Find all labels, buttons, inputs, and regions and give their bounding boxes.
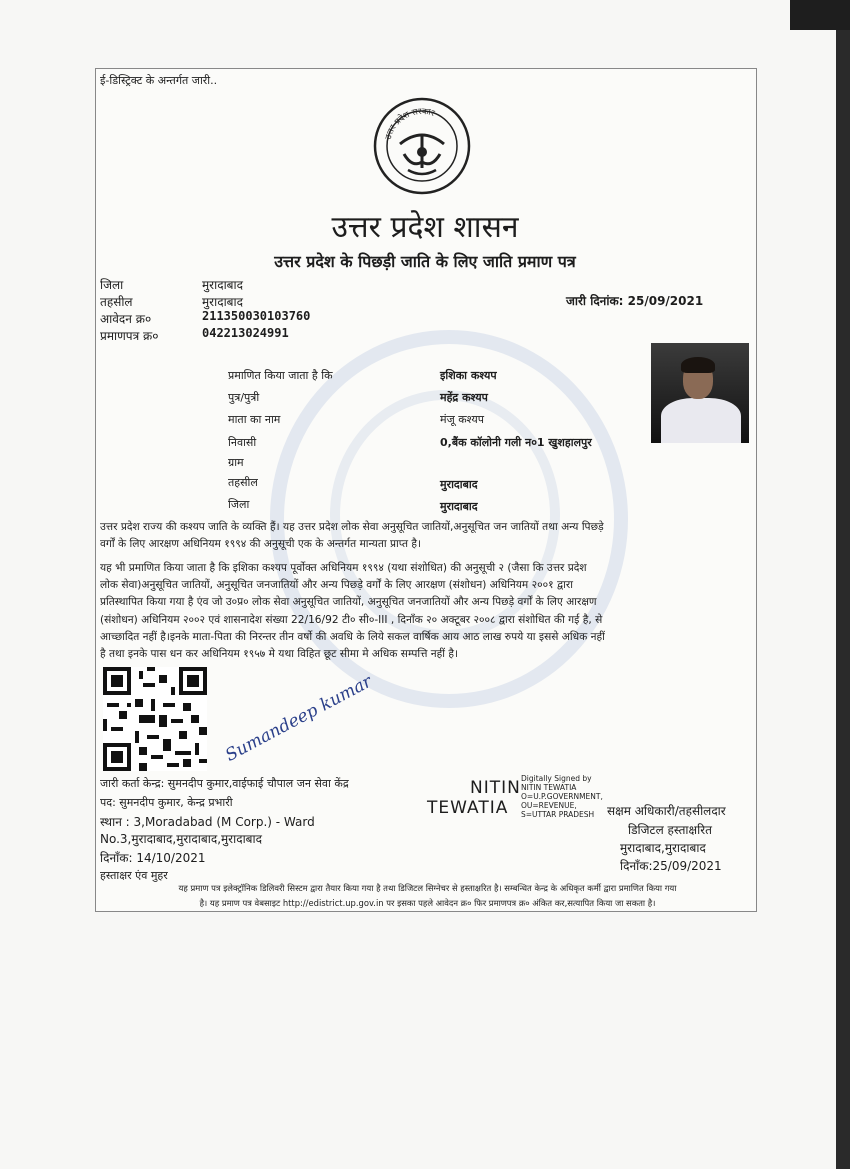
up-government-emblem-icon	[372, 96, 472, 196]
detail-label: पुत्र/पुत्री	[228, 391, 260, 404]
paragraph-line: आच्छादित नहीं है।इनके माता-पिता की निरन्तर तीन वर्षो की अवधि के लिये सकल वार्षिक आय आठ लाख रुपये या इससे अधिक नहीं	[100, 630, 605, 643]
digital-sign-line: NITIN TEWATIA	[521, 783, 577, 792]
header-note: ई-डिस्ट्रिक्ट के अन्तर्गत जारी..	[100, 74, 218, 87]
issuer-date: दिनाँक: 14/10/2021	[100, 851, 206, 865]
digital-sign-line: Digitally Signed by	[521, 774, 592, 783]
issuing-center: जारी कर्ता केन्द्र: सुमनदीप कुमार,वाईफाई चौपाल जन सेवा केंद्र	[100, 777, 349, 790]
qr-code-icon	[103, 667, 207, 771]
tehsil-value: मुरादाबाद	[202, 295, 244, 309]
certificate-number: 042213024991	[202, 326, 289, 340]
scan-edge	[836, 0, 850, 1169]
detail-label: निवासी	[228, 436, 257, 449]
eligibility-paragraph	[100, 560, 750, 663]
authority-title: सक्षम अधिकारी/तहसीलदार	[607, 804, 726, 818]
district-label: जिला	[100, 278, 124, 292]
digital-sign-line: O=U.P.GOVERNMENT,	[521, 792, 603, 801]
digital-sign-line: OU=REVENUE,	[521, 801, 577, 810]
paragraph-line: यह भी प्रमाणित किया जाता है कि इशिका कश्यप पूर्वोक्त अधिनियम १९९४ (यथा संशोधित) की अनुसूची २ (जैसा कि उत्तर प्रदेश	[100, 562, 587, 574]
caste-paragraph	[100, 519, 750, 553]
authority-date: दिनाँक:25/09/2021	[620, 859, 722, 873]
digital-signer-surname: TEWATIA	[427, 798, 509, 818]
svg-text:उत्तर प्रदेश सरकार: उत्तर प्रदेश सरकार	[383, 106, 436, 141]
digital-signer-name: NITIN	[470, 778, 521, 798]
detail-value: मुरादाबाद	[440, 478, 478, 491]
application-number: 211350030103760	[202, 309, 311, 323]
detail-value: मंजू कश्यप	[440, 413, 484, 426]
issuer-place: स्थान : 3,Moradabad (M Corp.) - Ward	[100, 815, 315, 829]
detail-label: तहसील	[228, 476, 258, 489]
detail-value: महेंद्र कश्यप	[440, 391, 488, 404]
page-title: उत्तर प्रदेश शासन	[331, 210, 519, 245]
paragraph-line: उत्तर प्रदेश राज्य की कश्यप जाति के व्यक्ति हैं। यह उत्तर प्रदेश लोक सेवा अनुसूचित जातियों,अनुसूचित जन जातियों तथा अन्य पिछड़े	[100, 521, 604, 533]
detail-value: इशिका कश्यप	[440, 369, 497, 382]
digital-signature-details	[521, 774, 603, 819]
issue-date: जारी दिनांक: 25/09/2021	[566, 294, 704, 308]
authority-location: मुरादाबाद,मुरादाबाद	[620, 841, 706, 855]
authority-digital: डिजिटल हस्ताक्षरित	[628, 823, 712, 837]
seal-label: हस्ताक्षर एंव मुहर	[100, 869, 168, 882]
handwritten-signature	[215, 671, 376, 766]
svg-text:Sumandeep kumar: Sumandeep kumar	[222, 671, 376, 766]
district-value: मुरादाबाद	[202, 278, 244, 292]
digital-sign-line: S=UTTAR PRADESH	[521, 810, 595, 819]
footer-note: यह प्रमाण पत्र इलेक्ट्रॉनिक डिलिवरी सिस्टम द्वारा तैयार किया गया है तथा डिजिटल सिग्नेचर से हस्ताक्षरित है। सम्बन्धित केन्द्र के अधिकृत कर्मी द्वारा प्रमाणित किया गया	[178, 883, 677, 893]
detail-value: मुरादाबाद	[440, 500, 478, 513]
certificate-label: प्रमाणपत्र क्र०	[100, 329, 159, 343]
detail-label: प्रमाणित किया जाता है कि	[228, 369, 333, 382]
paragraph-line: लोक सेवा)अनुसूचित जातियों, अनुसूचित जनजातियों और अन्य पिछड़े वर्गों के लिए आरक्षण (संशोधन) अधिनियम २००१ द्वारा	[100, 579, 573, 592]
paragraph-line: वर्गों के लिए आरक्षण अधिनियम १९९४ की अनुसूची एक के अन्तर्गत मान्यता प्राप्त है।	[100, 538, 422, 551]
detail-label: जिला	[228, 498, 250, 511]
applicant-photo	[651, 343, 749, 443]
detail-label: माता का नाम	[228, 413, 281, 426]
detail-value: 0,बैंक कॉलोनी गली न०1 खुशहालपुर	[440, 436, 592, 449]
footer-verification: है। यह प्रमाण पत्र वेबसाइट http://edistrict.up.gov.in पर इसका पहले आवेदन क्र० फिर प्रमाणपत्र क्र० अंकित कर,सत्यापित किया जा सकता है।	[199, 898, 656, 908]
paragraph-line: है तथा इनके पास धन कर अधिनियम १९५७ मे यथा विहित छूट सीमा मे अधिक सम्पत्ति नहीं है।	[100, 648, 459, 661]
tehsil-label: तहसील	[100, 295, 133, 309]
issuer-place-line2: No.3,मुरादाबाद,मुरादाबाद,मुरादाबाद	[100, 832, 263, 846]
issuer-post: पद: सुमनदीप कुमार, केन्द्र प्रभारी	[100, 796, 233, 809]
detail-label: ग्राम	[228, 456, 244, 469]
paragraph-line: (संशोधन) अधिनियम २००२ एवं शासनादेश संख्या 22/16/92 टी० सी०-III , दिनाँक २० अक्टूबर २००८ द्वारा संशोधित की गई है, से	[100, 613, 603, 626]
certificate-subtitle: उत्तर प्रदेश के पिछड़ी जाति के लिए जाति प्रमाण पत्र	[274, 252, 576, 271]
paragraph-line: प्रतिस्थापित किया गया है एंव जो उ०प्र० लोक सेवा अनुसूचित जातियों, अनुसूचित जनजातियों और अन्य पिछड़े वर्गों के लिए आरक्षण	[100, 596, 597, 609]
scan-corner	[790, 0, 850, 30]
application-label: आवेदन क्र०	[100, 312, 152, 326]
